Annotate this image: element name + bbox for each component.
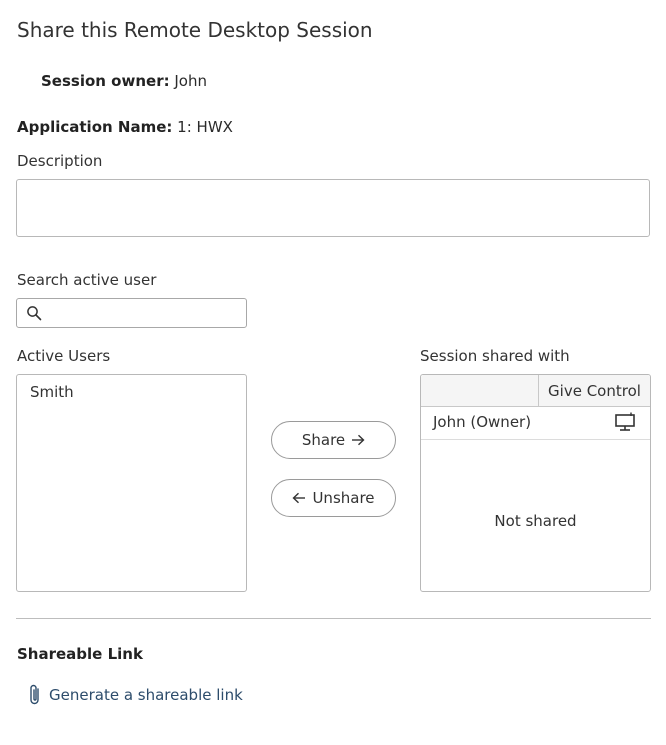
search-field[interactable] [16, 298, 247, 328]
give-control-header: Give Control [538, 375, 650, 406]
share-button-label: Share [301, 431, 346, 449]
generate-link-label: Generate a shareable link [49, 686, 243, 704]
session-owner [41, 72, 207, 90]
session-shared-with-table [420, 374, 651, 592]
unshare-button[interactable] [271, 479, 396, 517]
application-name-value: 1: HWX [177, 118, 233, 136]
application-name [17, 118, 233, 136]
not-shared-text: Not shared [494, 512, 577, 530]
shared-user-name: John (Owner) [433, 413, 532, 431]
section-divider [16, 618, 651, 619]
session-shared-with-label: Session shared with [420, 347, 570, 365]
shareable-link-title: Shareable Link [17, 645, 143, 663]
active-user-item[interactable]: Smith [30, 383, 74, 401]
monitor-icon[interactable] [614, 412, 636, 432]
share-button[interactable] [271, 421, 396, 459]
generate-link-button[interactable] [27, 683, 243, 707]
active-users-list[interactable] [16, 374, 247, 592]
arrow-right-icon [351, 434, 365, 446]
unshare-button-label: Unshare [312, 489, 375, 507]
search-label: Search active user [17, 271, 157, 289]
session-owner-label: Session owner: [41, 72, 170, 90]
search-icon [26, 305, 42, 321]
arrow-left-icon [292, 492, 306, 504]
session-owner-value: John [174, 72, 207, 90]
paperclip-icon [27, 683, 43, 707]
active-users-label: Active Users [17, 347, 111, 365]
shared-table-header [421, 375, 650, 407]
dialog-title: Share this Remote Desktop Session [17, 18, 373, 42]
application-name-label: Application Name: [17, 118, 173, 136]
search-input[interactable] [49, 302, 243, 326]
shared-user-row[interactable] [421, 406, 650, 440]
description-label: Description [17, 152, 103, 170]
description-input[interactable] [16, 179, 650, 237]
